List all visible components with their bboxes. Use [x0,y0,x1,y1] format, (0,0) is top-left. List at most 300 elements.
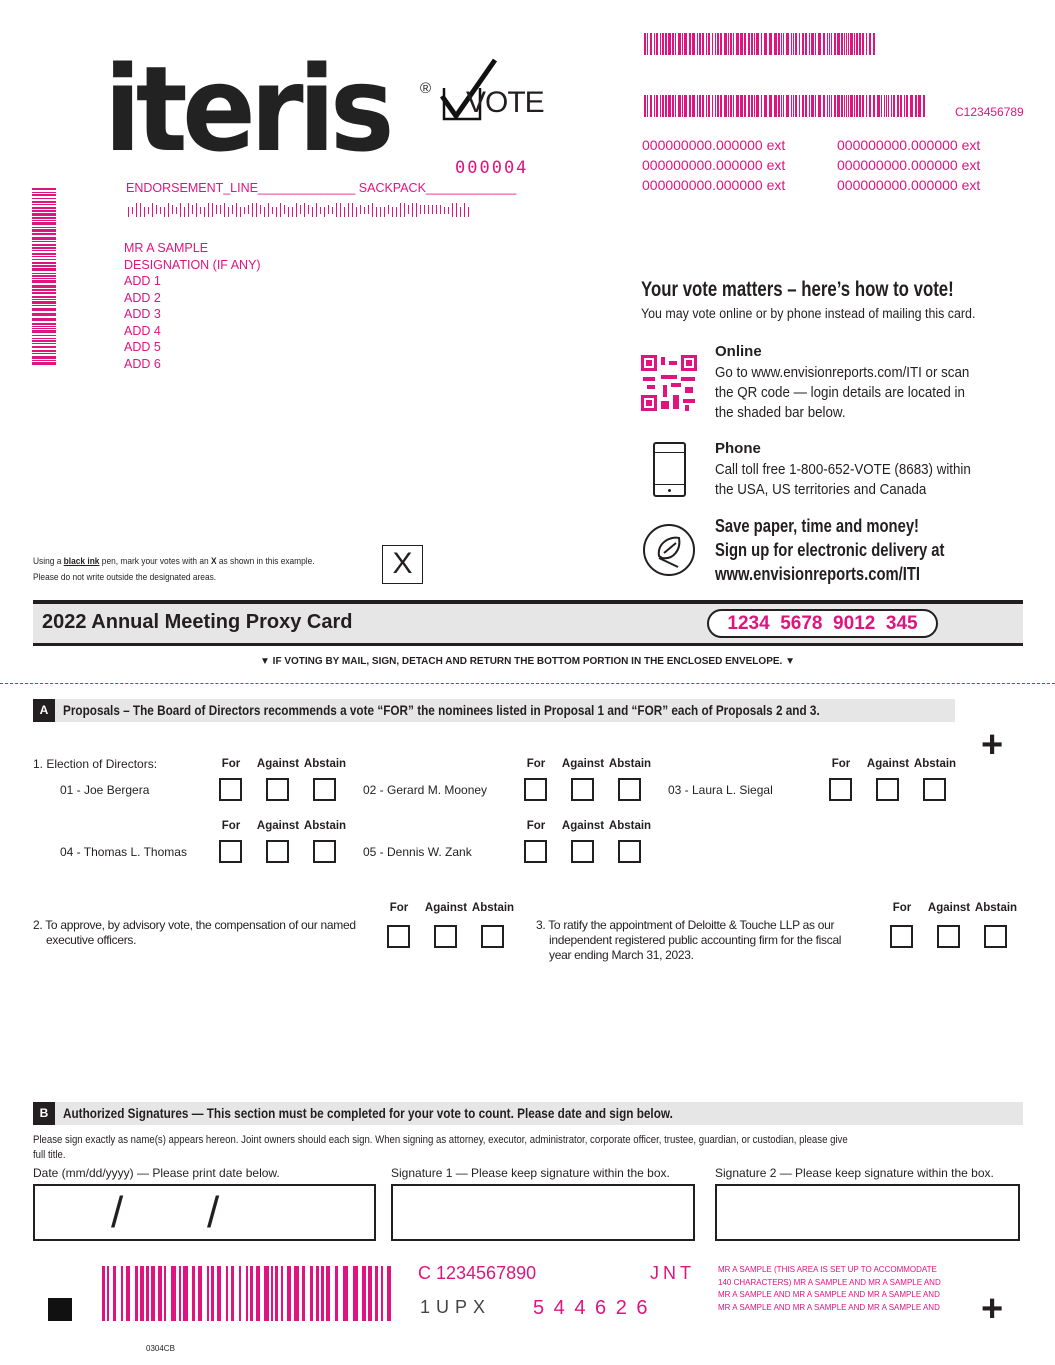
ext-code: 000000000.000000 ext [837,177,981,193]
proposal-text: 2. To approve, by advisory vote, the compensation of our named [33,918,356,932]
vote-option-label: For [221,758,241,770]
leaf-icon [642,523,696,577]
bar [837,33,840,55]
proposal-text: 3. To ratify the appointment of Deloitte & Touche LLP as our [536,918,835,932]
bar [107,1266,109,1321]
bar [850,95,853,117]
bar [32,259,56,260]
bar [256,1266,260,1321]
bar [356,207,358,217]
vote-option-label: Against [866,758,910,770]
address-line: ADD 3 [124,307,161,321]
bar [791,95,792,117]
nominee-1-for-checkbox[interactable] [219,778,242,801]
bar [699,95,701,117]
vote-option-label: Abstain [608,758,652,770]
nominee-4-abstain-checkbox[interactable] [313,840,336,863]
bar [275,1266,278,1321]
bar [32,313,56,316]
example-mark-box [382,545,423,584]
vote-option-label: Abstain [974,902,1018,914]
ext-code: 000000000.000000 ext [837,137,981,153]
bar [32,308,56,311]
bar [877,95,880,117]
bar [271,1266,273,1321]
election-label: 1. Election of Directors: [33,757,158,771]
promo-link[interactable]: www.envisionreports.com/ITI [715,563,921,584]
nominee-2-against-checkbox[interactable] [571,778,594,801]
bar [675,33,676,55]
bar [769,95,772,117]
date-input[interactable] [33,1184,376,1241]
bar [786,95,789,117]
bar [850,33,853,55]
vote-option-label: For [526,758,546,770]
bar [132,207,134,214]
bar [761,95,762,117]
form-code: 0304CB [146,1344,175,1353]
bar [869,33,871,55]
bar [682,95,683,117]
online-line: Go to www.envisionreports.com/ITI or scan [715,365,970,381]
proposal-3-for-checkbox[interactable] [890,925,913,948]
bar [751,33,753,55]
bar [412,203,414,217]
bar [856,95,858,117]
bar [697,33,698,55]
bar [32,350,56,352]
bar [660,33,661,55]
bar [340,203,342,217]
bar [32,318,56,321]
bar [250,1266,253,1321]
bar [823,95,825,117]
bar [715,33,716,55]
registered-mark: ® [420,80,432,97]
vote-option-label: Against [256,820,300,832]
bar [284,205,286,214]
vote-logo [440,58,544,122]
vote-option-label: For [892,902,912,914]
account-code: C123456789 [955,105,1024,119]
bar [769,33,772,55]
bar [416,203,418,217]
bar [706,95,707,117]
bar [827,33,828,55]
bar [805,95,807,117]
bar [846,95,847,117]
bar [650,33,652,55]
bar [720,33,722,55]
nominee-3-against-checkbox[interactable] [876,778,899,801]
bar [818,33,821,55]
bar [728,33,729,55]
bar [400,203,402,217]
bar [823,33,825,55]
bar [231,1266,234,1321]
bar [809,95,810,117]
bar [740,95,743,117]
bar [294,1266,299,1321]
nominee-5-abstain-checkbox[interactable] [618,840,641,863]
nominee-3-for-checkbox[interactable] [829,778,852,801]
bar [324,207,326,217]
proposal-2-for-checkbox[interactable] [387,925,410,948]
nominee-1-against-checkbox[interactable] [266,778,289,801]
qr-code-icon [641,355,697,411]
bar [140,203,142,217]
bar [375,1266,378,1321]
bar [644,95,646,117]
bar [32,241,56,242]
registration-plus-icon: + [981,1288,1004,1330]
bar [144,207,146,217]
nominee-2-abstain-checkbox[interactable] [618,778,641,801]
section-b-header [33,1102,1023,1125]
proposal-2-against-checkbox[interactable] [434,925,457,948]
company-logo: iteris [104,40,389,178]
proposal-3-abstain-checkbox[interactable] [984,925,1007,948]
bar [180,203,182,217]
online-line: the QR code — login details are located in [715,385,965,401]
bar [904,95,905,117]
bar [444,207,446,214]
bar [304,203,306,217]
bar [32,335,56,336]
bar [281,1266,283,1321]
bar [452,203,454,217]
bar [846,33,847,55]
bar [376,207,378,217]
nominee-name: 03 - Laura L. Siegal [668,783,773,797]
nominee-4-against-checkbox[interactable] [266,840,289,863]
nominee-name: 05 - Dennis W. Zank [363,845,472,859]
bar [32,326,56,327]
bar [384,207,386,217]
bar [216,205,218,214]
address-line: ADD 6 [124,356,161,371]
bar [368,205,370,214]
bar [831,33,832,55]
bar [387,1266,391,1321]
bar [834,95,836,117]
ext-codes-left [642,135,785,195]
text: as shown in this example. [216,556,315,567]
bar [260,205,262,214]
bar [364,207,366,214]
bar [662,33,664,55]
bar [320,207,322,214]
vote-option-label: Against [256,758,300,770]
bar [32,265,56,267]
bar [32,220,56,221]
bar [468,207,470,217]
bar [464,203,466,217]
bar [226,1266,228,1321]
bar [460,207,462,217]
bar [708,33,710,55]
bar [244,207,246,214]
bar [736,95,739,117]
bar [754,95,755,117]
bar [32,292,56,294]
endorsement-line: ENDORSEMENT_LINE______________ SACKPACK_____________ [126,181,517,195]
vote-option-label: Abstain [471,902,515,914]
footer-code: 5 4 4 6 2 6 [533,1297,650,1319]
vote-option-label: Against [927,902,971,914]
bar [32,201,56,203]
bar [818,95,821,117]
bar [171,1266,176,1321]
nominee-name: 04 - Thomas L. Thomas [60,845,187,859]
bar [906,95,908,117]
text: MR A SAMPLE (THIS AREA IS SET UP TO ACCOMMODATE [718,1265,937,1274]
address-line: ADD 4 [124,323,161,338]
bar [854,95,855,117]
bar [740,33,743,55]
vote-option-label: Abstain [608,820,652,832]
bar [32,210,56,212]
bar [859,33,861,55]
bar [168,203,170,217]
bar [856,33,858,55]
bar [873,95,875,117]
bar [866,33,867,55]
bar [733,95,734,117]
bar [793,95,794,117]
bar [32,296,56,298]
vote-option-label: For [831,758,851,770]
electronic-delivery-promo [715,514,944,586]
bar [761,33,762,55]
online-line: the shaded bar below. [715,405,846,421]
bar [392,207,394,217]
bar [724,33,727,55]
bar [736,33,739,55]
nominee-2-for-checkbox[interactable] [524,778,547,801]
c-number: C 1234567890 [418,1263,537,1283]
bar [751,95,753,117]
bar [689,95,691,117]
bar [126,1266,130,1321]
bar [448,207,450,214]
nominee-5-against-checkbox[interactable] [571,840,594,863]
bar [891,95,892,117]
bar [654,33,655,55]
bar [372,203,374,217]
detach-line [0,683,1055,684]
mail-note: ▼ IF VOTING BY MAIL, SIGN, DETACH AND RETURN THE BOTTOM PORTION IN THE ENCLOSED ENVELOPE. ▼ [259,656,795,667]
bar [844,33,845,55]
x-mark: X [392,547,413,580]
bar [827,95,828,117]
bar [708,95,710,117]
bar [918,95,921,117]
bar [884,95,885,117]
bar [706,33,707,55]
bar [837,95,840,117]
bar [192,1266,195,1321]
bar [32,188,56,190]
bar [692,33,695,55]
bar [32,360,56,361]
bar [352,203,354,217]
bar [335,1266,338,1321]
bar [388,205,390,214]
ext-code: 000000000.000000 ext [642,157,786,173]
bar [198,1266,202,1321]
jnt-code: JNT [650,1263,695,1283]
ext-code: 000000000.000000 ext [642,177,786,193]
bar [32,340,56,342]
bar [360,205,362,214]
bar [408,205,410,214]
online-heading: Online [715,343,762,360]
bar [156,205,158,214]
bar [32,275,56,277]
bar [32,247,56,249]
bar [678,95,681,117]
bar [184,207,186,217]
bar [656,33,658,55]
section-title: Proposals – The Board of Directors recommends a vote “FOR” the nominees listed in Proposal 1 and “FOR” each of Proposals 2 and 3. [63,702,820,718]
bar [799,33,800,55]
text: pen, mark your votes with an [99,556,211,567]
text: 140 CHARACTERS) MR A SAMPLE AND MR A SAMPLE AND [718,1277,941,1287]
bar [121,1266,123,1321]
bar [730,95,732,117]
name-block [718,1264,941,1314]
bar [802,33,804,55]
section-letter: B [33,1102,55,1125]
proposal-text: executive officers. [46,933,137,947]
nominee-5-for-checkbox[interactable] [524,840,547,863]
bar [665,33,667,55]
nominee-1-abstain-checkbox[interactable] [313,778,336,801]
bar [778,33,780,55]
nominee-3-abstain-checkbox[interactable] [923,778,946,801]
bar [795,33,797,55]
bar [697,95,698,117]
proposal-3-against-checkbox[interactable] [937,925,960,948]
bar [32,222,56,225]
bar [200,207,202,214]
bar [240,207,242,217]
section-a-header [33,699,955,722]
bar [32,353,56,354]
nominee-4-for-checkbox[interactable] [219,840,242,863]
bar [212,203,214,217]
upx-code: 1UPX [420,1297,492,1317]
phone-line: the USA, US territories and Canada [715,482,927,498]
bar [264,207,266,217]
phone-instructions [715,460,971,500]
bar [900,95,902,117]
bar [256,203,258,217]
signature2-label: Signature 2 — Please keep signature within the box. [715,1166,994,1180]
bar [897,95,899,117]
bar [32,346,56,348]
bar [733,33,734,55]
bar [748,33,750,55]
bar [151,1266,155,1321]
proposal-2-abstain-checkbox[interactable] [481,925,504,948]
bar [764,33,767,55]
bar [32,299,56,300]
section-title: Authorized Signatures — This section must be completed for your vote to count. Please date and sign below. [63,1105,673,1121]
bar [665,95,667,117]
bar [647,95,648,117]
signature1-input[interactable] [391,1184,695,1241]
barcode-bottom [98,1266,398,1321]
bar [160,207,162,214]
bar [280,203,282,217]
bar [834,33,836,55]
proposal-2 [33,918,356,948]
bar [32,256,56,257]
bar [302,1266,305,1321]
address-line: ADD 1 [124,274,161,288]
bar [424,205,426,214]
bar [699,33,701,55]
bar [404,203,406,217]
text: Using a [33,556,64,567]
bar [720,95,722,117]
bar [192,205,194,214]
vote-text: VOTE [466,86,544,119]
sequence-number: 000004 [455,158,529,178]
postal-barcode [125,203,470,217]
bar [682,33,683,55]
bar [236,203,238,217]
bar [152,203,154,217]
bar [158,1266,162,1321]
bar [32,250,56,251]
bar [328,205,330,214]
bar [778,95,780,117]
bar [675,95,676,117]
card-title: 2022 Annual Meeting Proxy Card [42,611,353,633]
bar [348,203,350,217]
bar [893,95,895,117]
bar [795,95,797,117]
bar [276,207,278,217]
bar [183,1266,188,1321]
signing-note [33,1133,848,1163]
bar [232,205,234,214]
bar [684,33,687,55]
vote-option-label: Abstain [303,758,347,770]
text: Please do not write outside the designated areas. [33,572,217,583]
vote-option-label: Against [561,820,605,832]
bar [140,1266,144,1321]
bar [239,1266,241,1321]
online-instructions [715,363,969,423]
bar [783,33,784,55]
bar [831,95,832,117]
bar [684,95,687,117]
vote-option-label: Abstain [303,820,347,832]
signature2-input[interactable] [715,1184,1020,1241]
bar [296,203,298,217]
bar [717,95,719,117]
bar [724,95,727,117]
bar [32,198,56,199]
bar [188,203,190,217]
bar [866,95,867,117]
bar [32,192,56,193]
bar [32,253,56,255]
